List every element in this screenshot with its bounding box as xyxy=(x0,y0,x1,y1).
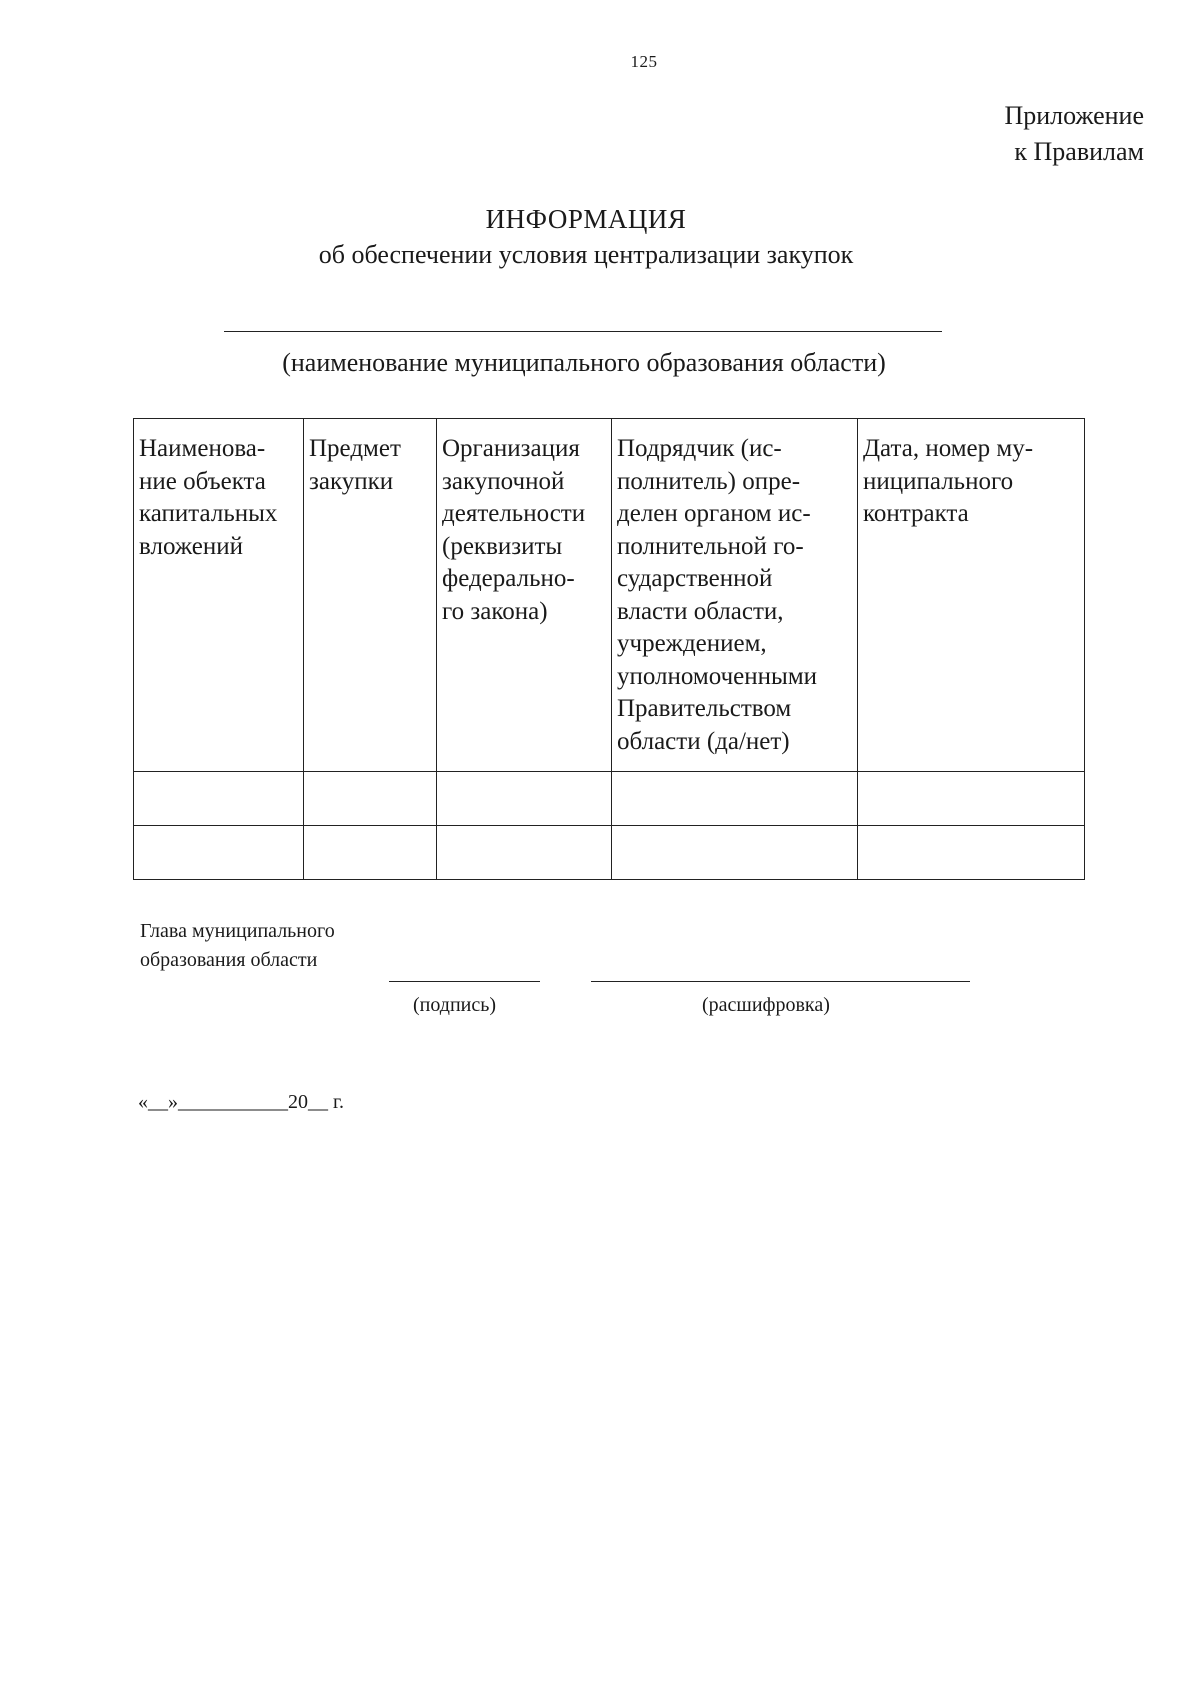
table-row xyxy=(134,826,1085,880)
appendix-line-2: к Правилам xyxy=(1014,137,1144,166)
table-cell xyxy=(858,772,1085,826)
table-cell xyxy=(437,826,612,880)
header-contractor-determined-text: Подрядчик (ис- полнитель) опре- делен органом ис- полнительной го- сударственной власти области, учреждением, уполномоченными Правительством области (да/нет) xyxy=(617,435,818,755)
table-header-row xyxy=(134,419,1085,772)
table-cell xyxy=(612,826,858,880)
page-number: 125 xyxy=(630,52,658,71)
table-cell xyxy=(437,772,612,826)
appendix-line-1: Приложение xyxy=(1004,101,1144,130)
decoding-caption: (расшифровка) xyxy=(702,994,830,1016)
signatory-position-line-1: Глава муниципального xyxy=(140,920,335,942)
table-row xyxy=(134,772,1085,826)
appendix-note xyxy=(1004,98,1144,170)
header-procurement-subject xyxy=(304,419,437,772)
table-cell xyxy=(134,826,304,880)
signature-caption: (подпись) xyxy=(413,994,497,1016)
entity-name-caption: (наименование муниципального образования области) xyxy=(282,348,886,377)
header-capital-object-text: Наименова- ние объекта капитальных вложений xyxy=(139,435,278,560)
table-cell xyxy=(304,772,437,826)
signatory-position xyxy=(140,917,335,975)
decoding-blank-line xyxy=(591,981,970,982)
table-cell xyxy=(858,826,1085,880)
table-cell xyxy=(612,772,858,826)
entity-name-blank-line xyxy=(224,331,942,332)
table-cell xyxy=(134,772,304,826)
document-subtitle: об обеспечении условия централизации закупок xyxy=(318,240,854,269)
header-contract-date-number xyxy=(858,419,1085,772)
table-cell xyxy=(304,826,437,880)
document-title: ИНФОРМАЦИЯ xyxy=(485,204,687,234)
signatory-position-line-2: образования области xyxy=(140,949,318,971)
header-contractor-determined xyxy=(612,419,858,772)
header-procurement-organization xyxy=(437,419,612,772)
header-capital-object xyxy=(134,419,304,772)
date-field: «__»___________20__ г. xyxy=(138,1091,344,1113)
info-table xyxy=(133,418,1085,880)
header-contract-date-number-text: Дата, номер му- ниципального контракта xyxy=(863,435,1034,527)
header-procurement-subject-text: Предмет закупки xyxy=(309,435,401,495)
header-procurement-organization-text: Организация закупочной деятельности (реквизиты федерально- го закона) xyxy=(442,435,586,625)
signature-blank-line xyxy=(389,981,540,982)
